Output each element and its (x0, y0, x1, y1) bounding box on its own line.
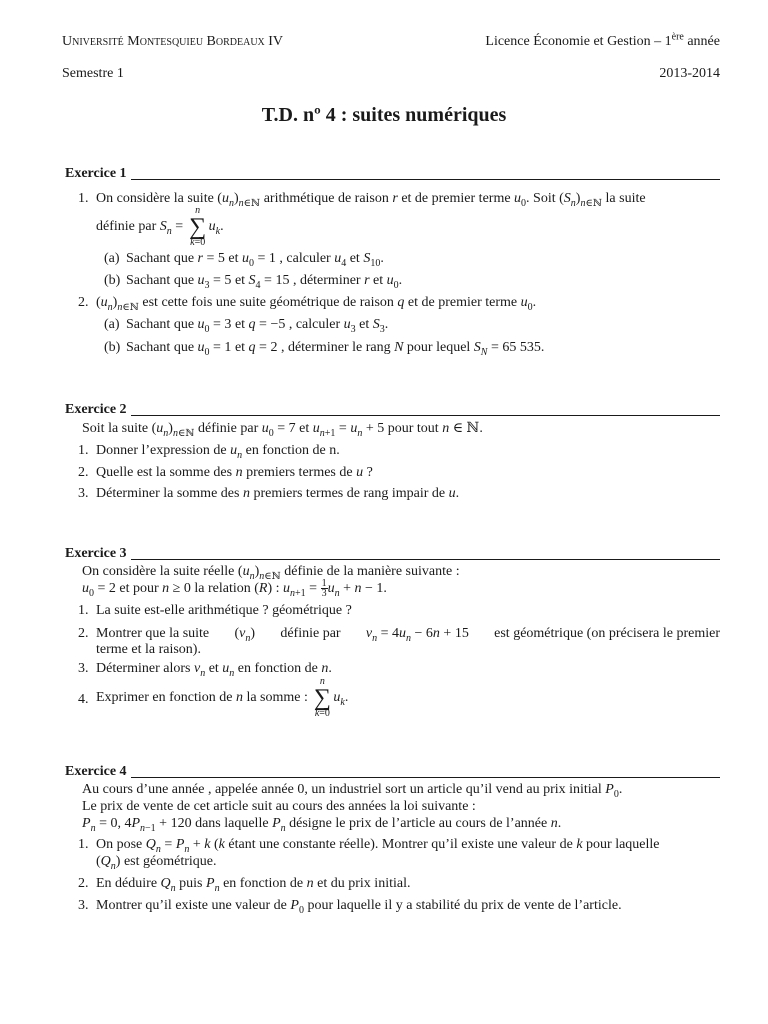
ex1-q2b-text4: pour lequel (406, 340, 471, 355)
ex3-intro-b: définie de la manière suivante : (284, 564, 460, 579)
ex3-q1-number: 1. (78, 603, 89, 618)
ex3-q2-line1 (96, 625, 720, 642)
exercise-4-header (65, 764, 720, 780)
ex4-intro1-b: , un industriel sort un article qu’il vend au prix initial (304, 782, 602, 797)
ex3-q2-text-c: est géométrique (on précisera le premier (494, 626, 720, 641)
exercise-1-label: Exercice 1 (65, 166, 127, 181)
exercise-1-rule (131, 179, 720, 180)
ex3-q3-text-a: Déterminer alors (96, 661, 191, 676)
ex1-q1-text-f: définie par (96, 219, 157, 235)
ex2-intro-c: et (299, 421, 310, 436)
ex4-q2-number: 2. (78, 876, 89, 891)
ex1-q2a-number: (a) (104, 317, 120, 332)
ex1-qb-line: Sachant que $u_3 = 5$ et $S_4 = 15$ , déterminer r et $u_0$. (126, 273, 403, 291)
ex4-q3-text-b: pour laquelle il y a stabilité du prix de vente de l’article. (307, 898, 622, 913)
ex1-qa-number: (a) (104, 251, 120, 266)
ex2-q1-number: 1. (78, 443, 89, 458)
ex1-q2-text-b: et de premier terme (407, 295, 518, 310)
ex4-intro1-a: Au cours d’une année , appelée année (82, 782, 294, 797)
ex2-q3-number: 3. (78, 486, 89, 501)
ex1-q2-line: $(u_n)_{n\in ℕ}$ est cette fois une suite géométrique de raison q et de premier terme $u_0$. (96, 295, 537, 313)
ex1-q2a-line: Sachant que $u_0 = 3$ et q = −5 , calculer $u_3$ et $S_3$. (126, 317, 389, 335)
exercise-2-rule (131, 415, 720, 416)
ex3-intro1: On considère la suite réelle $(u_n)_{n\in ℕ}$ définie de la manière suivante : (82, 564, 460, 582)
ex4-q1-text-d: est géométrique. (123, 854, 217, 869)
ex2-q2-text-a: Quelle est la somme des (96, 465, 233, 480)
academic-year: 2013-2014 (659, 66, 720, 81)
ex3-q3-text-c: en fonction de (237, 661, 318, 676)
ex4-intro3-a: dans laquelle (195, 816, 269, 831)
program-sup: ère (671, 31, 684, 43)
ex4-intro3-b: désigne le prix de l’article au cours de l’année (289, 816, 548, 831)
sum-symbol: n ∑ k=0 (313, 675, 331, 719)
ex2-q3-text-b: premiers termes de rang impair de (253, 486, 446, 501)
ex1-q2b-text1: Sachant que (126, 340, 195, 355)
program-suffix: année (683, 34, 720, 49)
ex4-q1-line1: On pose $Q_n = P_n + k$ (k étant une constante réelle). Montrer qu’il existe une valeur de k pour laquelle (96, 837, 660, 855)
ex4-q2-text-d: et du prix initial. (317, 876, 411, 891)
ex4-intro1: Au cours d’une année , appelée année 0, un industriel sort un article qu’il vend au prix initial $P_0$. (82, 782, 623, 800)
ex2-intro-b: définie par (198, 421, 259, 436)
ex1-qb-number: (b) (104, 273, 121, 288)
ex1-qb-text2: et (234, 273, 246, 288)
ex4-q2-line: En déduire $Q_n$ puis $P_n$ en fonction de n et du prix initial. (96, 876, 411, 894)
ex1-q2-number: 2. (78, 295, 89, 310)
exercise-2-label: Exercice 2 (65, 402, 127, 417)
ex1-q1-text-e: la suite (605, 191, 646, 206)
ex1-qa-text2: et (228, 251, 239, 266)
ex3-intro2-a: et pour (119, 581, 159, 596)
exercise-3-label: Exercice 3 (65, 546, 127, 561)
ex2-q2-line: Quelle est la somme des n premiers termes de u ? (96, 465, 373, 480)
ex4-q2-text-b: puis (179, 876, 203, 891)
ex1-q2a-text2: et (234, 317, 246, 332)
university-name: Université Montesquieu Bordeaux IV (62, 34, 284, 49)
exercise-4-rule (131, 777, 720, 778)
ex2-q1-text-b: en fonction de n. (245, 443, 340, 458)
page-title: T.D. nº 4 : suites numériques (261, 104, 507, 126)
ex2-q3-text-a: Déterminer la somme des (96, 486, 240, 501)
ex1-qb-text4: et (373, 273, 384, 288)
ex1-q2a-text4: et (359, 317, 370, 332)
ex4-q1-text-a: On pose (96, 837, 143, 852)
ex1-qa-text1: Sachant que (126, 251, 195, 266)
ex1-qa-text3: , calculer (279, 251, 331, 266)
semester: Semestre 1 (62, 66, 124, 81)
ex3-intro-a: On considère la suite réelle (82, 564, 235, 579)
ex1-q2b-value: 65 535 (502, 340, 541, 355)
ex4-intro2: Le prix de vente de cet article suit au cours des années la loi suivante : (82, 799, 476, 814)
ex1-q1-text-b: arithmétique de raison (263, 191, 389, 206)
ex1-q1-text-d: . Soit (526, 191, 556, 206)
ex4-q1-text-c: pour laquelle (586, 837, 660, 852)
ex3-q3-text-b: et (208, 661, 219, 676)
ex1-q2a-text1: Sachant que (126, 317, 195, 332)
ex1-q1-line1: On considère la suite $(u_n)_{n\in ℕ}$ arithmétique de raison r et de premier terme $u_0$. Soit $(S_n)_{n\in ℕ}$ la suite (96, 191, 646, 209)
ex4-q2-text-c: en fonction de (223, 876, 304, 891)
ex4-q3-number: 3. (78, 898, 89, 913)
ex4-q3-text-a: Montrer qu’il existe une valeur de (96, 898, 287, 913)
ex4-q1-line2: $(Q_n)$ est géométrique. (96, 854, 217, 872)
ex1-q2-text-a: est cette fois une suite géométrique de raison (142, 295, 394, 310)
ex3-q2-text-b: définie par (280, 626, 341, 641)
ex2-q2-text-b: premiers termes de (246, 465, 353, 480)
ex2-q2-number: 2. (78, 465, 89, 480)
program-name (485, 31, 720, 50)
ex2-intro: Soit la suite $(u_n)_{n\in ℕ}$ définie par $u_0 = 7$ et $u_{n+1} = u_n + 5$ pour tout n ∈ ℕ. (82, 421, 483, 439)
ex1-q2b-number: (b) (104, 340, 121, 355)
ex4-q3-line: Montrer qu’il existe une valeur de $P_0$ pour laquelle il y a stabilité du prix de vente de l’article. (96, 898, 622, 916)
ex2-q2-text-c: ? (366, 465, 373, 480)
program-prefix: Licence Économie et Gestion – 1 (485, 34, 672, 49)
ex3-q1-line: La suite est-elle arithmétique ? géométrique ? (96, 603, 352, 618)
ex1-q1-text-a: On considère la suite (96, 191, 214, 206)
ex1-q2b-text3: , déterminer le rang (280, 340, 391, 355)
ex3-q4-text-b: la somme : (246, 690, 308, 705)
ex1-q2b-line: Sachant que $u_0 = 1$ et q = 2 , déterminer le rang N pour lequel $S_N = 65$ 535. (126, 340, 545, 358)
fraction-one-third: $\frac{1}{3}$ (321, 578, 327, 600)
ex3-q2-number: 2. (78, 626, 89, 641)
ex3-q2-vn: $(v_n)$ (234, 626, 256, 644)
ex3-intro2-b: la relation (194, 581, 251, 596)
exercise-2-header (65, 402, 720, 418)
ex3-q4-number: 4. (78, 692, 89, 707)
ex2-q1-line: Donner l’expression de $u_n$ en fonction de n. (96, 443, 340, 461)
ex3-q3-line: Déterminer alors $v_n$ et $u_n$ en fonction de n. (96, 661, 332, 679)
ex4-q1-number: 1. (78, 837, 89, 852)
ex1-qa-text4: et (349, 251, 360, 266)
ex2-intro-a: Soit la suite (82, 421, 149, 436)
ex2-q3-line: Déterminer la somme des n premiers termes de rang impair de u. (96, 486, 460, 501)
ex2-intro-d: pour tout (387, 421, 439, 436)
ex4-intro3: $P_n = 0$, $4P_{n-1} + 120$ dans laquelle $P_n$ désigne le prix de l’article au cours de l’année n. (82, 816, 562, 834)
ex3-q2-line2: terme et la raison). (96, 642, 201, 657)
ex3-q2-text-a: Montrer que la suite (96, 626, 210, 641)
ex1-qa-line: Sachant que r = 5 et $u_0 = 1$ , calculer $u_4$ et $S_{10}$. (126, 251, 384, 269)
ex1-q2b-text2: et (234, 340, 246, 355)
ex4-q1-text-b: étant une constante réelle). Montrer qu’il existe une valeur de (228, 837, 573, 852)
ex2-q1-text-a: Donner l’expression de (96, 443, 227, 458)
ex4-q2-text-a: En déduire (96, 876, 158, 891)
ex1-qb-text3: , déterminer (292, 273, 361, 288)
exercise-3-rule (131, 559, 720, 560)
ex3-q4-text-a: Exprimer en fonction de (96, 690, 233, 705)
ex1-q1-number: 1. (78, 191, 89, 206)
ex3-intro2: $u_0 = 2$ et pour n ≥ 0 la relation (R) : $u_{n+1}$ = $\frac{1}{3}$ $u_n + n - 1$. (82, 578, 387, 600)
ex3-q3-number: 3. (78, 661, 89, 676)
ex1-q1-line2: définie par $S_n$ = n ∑ k=0 $u_k$. (96, 205, 224, 248)
sum-symbol: n ∑ k=0 (189, 205, 207, 248)
ex1-q2a-text3: , calculer (288, 317, 341, 332)
ex3-q4-line: Exprimer en fonction de n la somme : n ∑ k=0 $u_k$. (96, 675, 349, 719)
exercise-4-label: Exercice 4 (65, 764, 127, 779)
ex1-qb-text1: Sachant que (126, 273, 195, 288)
exercise-3-header (65, 546, 720, 562)
ex1-q1-text-c: et de premier terme (401, 191, 511, 206)
exercise-1-header (65, 166, 720, 182)
ex3-q2-formula: $v_n = 4u_n - 6n + 15$ (365, 626, 469, 644)
